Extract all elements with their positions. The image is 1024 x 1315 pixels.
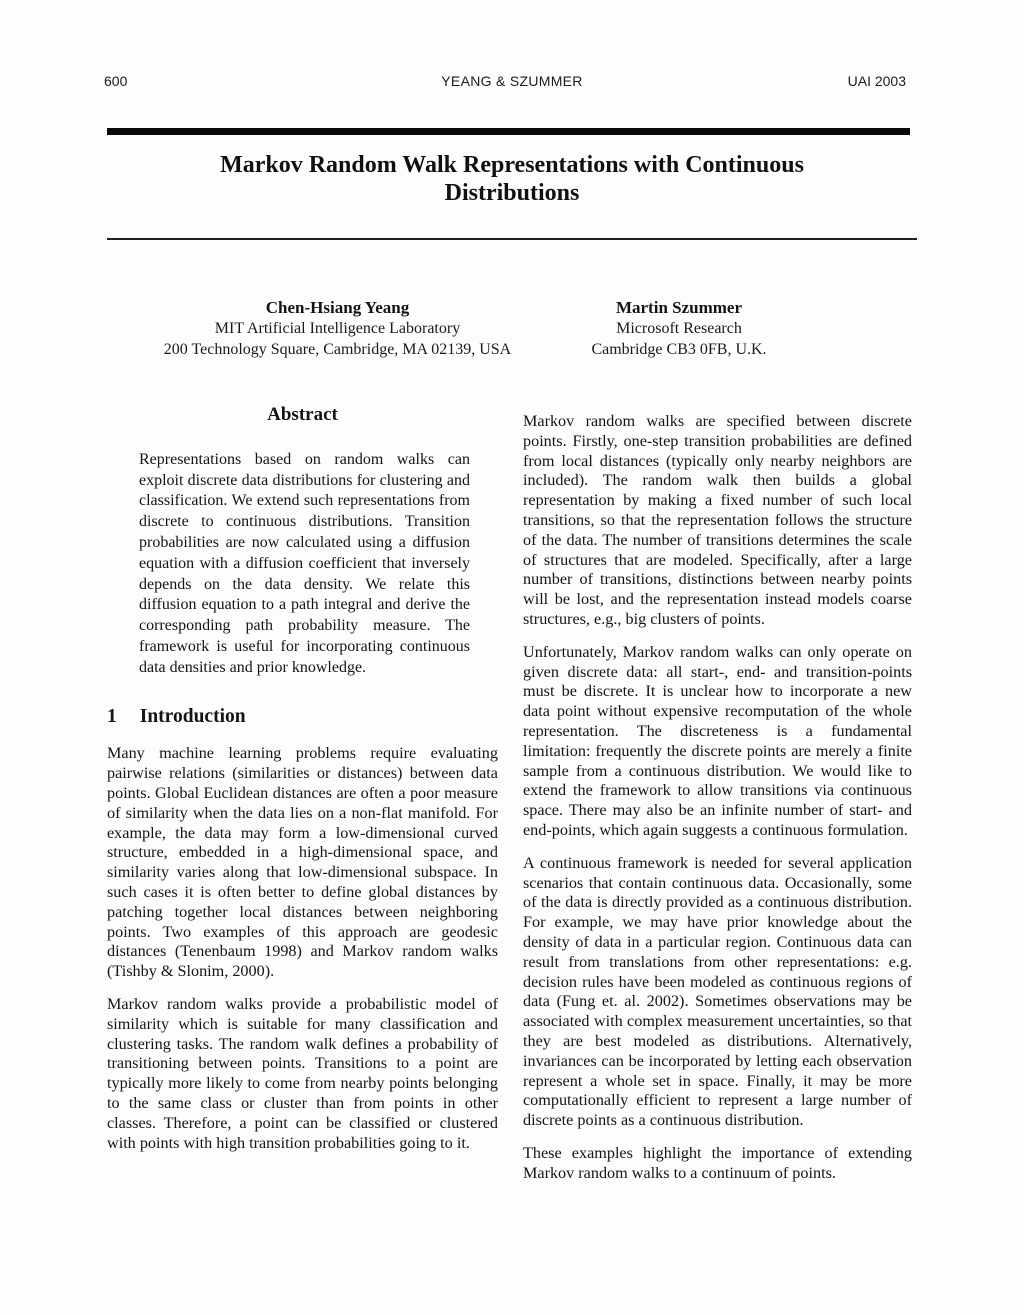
running-header — [0, 73, 1024, 93]
abstract-heading: Abstract — [267, 404, 338, 425]
venue-label: UAI 2003 — [847, 73, 906, 89]
author-address: Cambridge CB3 0FB, U.K. — [591, 341, 767, 358]
section-title: Introduction — [139, 705, 246, 727]
author-address: 200 Technology Square, Cambridge, MA 02139, USA — [163, 341, 512, 358]
author-affiliation: MIT Artificial Intelligence Laboratory — [214, 320, 461, 337]
section-number: 1 — [107, 705, 117, 727]
right-paragraph-2: Unfortunately, Markov random walks can only operate on given discrete data: all start-, end- and transition-points must be discrete. It is unclear how to incorporate a new data point without expensive recomputation of the whole representation. The discreteness is a fundamental limitation: frequently the discrete points are merely a finite sample from a continuous distribution. We would like to extend the framework to allow transitions via continuous space. There may also be an infinite number of start- and end-points, which again suggests a continuous formulation. — [523, 642, 912, 839]
title-rule-thick — [107, 128, 910, 135]
page-number: 600 — [104, 73, 128, 89]
author-name: Chen-Hsiang Yeang — [265, 298, 410, 317]
title-rule-thin — [107, 238, 917, 240]
author-block-yeang — [110, 297, 565, 360]
right-paragraph-4: These examples highlight the importance of extending Markov random walks to a continuum of points. — [523, 1143, 912, 1182]
abstract-text: Representations based on random walks can exploit discrete data distributions for clustering and classification. We extend such representations from discrete to continuous distributions. Transition probabilities are now calculated using a diffusion equation with a diffusion coefficient that inversely depends on the data density. We relate this diffusion equation to a path integral and derive the corresponding path probability measure. The framework is useful for incorporating continuous data densities and prior knowledge. — [139, 450, 470, 676]
running-authors: YEANG & SZUMMER — [441, 73, 583, 89]
author-affiliation: Microsoft Research — [616, 320, 742, 337]
author-block-szummer — [533, 297, 825, 360]
left-column — [107, 405, 498, 1153]
section-heading-introduction — [107, 707, 498, 727]
author-name: Martin Szummer — [615, 298, 743, 317]
right-paragraph-1: Markov random walks are specified between discrete points. Firstly, one-step transition probabilities are defined from local distances (typically only nearby neighbors are included). The random walk then builds a global representation by making a fixed number of such local transitions, so that the representation follows the structure of the data. The number of transitions determines the scale of structures that are modeled. Specifically, after a large number of transitions, distinctions between nearby points will be lost, and the representation instead models coarse structures, e.g., big clusters of points. — [523, 412, 912, 628]
paper-title: Markov Random Walk Representations with Continuous Distributions — [220, 152, 804, 206]
intro-paragraph-1: Many machine learning problems require evaluating pairwise relations (similarities or distances) between data points. Global Euclidean distances are often a poor measure of similarity when the data lies on a non-flat manifold. For example, the data may form a low-dimensional curved structure, embedded in a high-dimensional space, and similarity varies along that low-dimensional subspace. In such cases it is often better to define global distances by patching together local distances between neighboring points. Two examples of this approach are geodesic distances (Tenenbaum 1998) and Markov random walks (Tishby & Slonim, 2000). — [107, 744, 498, 981]
right-paragraph-3: A continuous framework is needed for several application scenarios that contain continuous data. Occasionally, some of the data is directly provided as a continuous distribution. For example, we may have prior knowledge about the density of data in a particular region. Continuous data can result from translations from other representations: e.g. decision rules have been modeled as continuous regions of data (Fung et. al. 2002). Sometimes observations may be associated with complex measurement uncertainties, so that they are best modeled as distributions. Alternatively, invariances can be incorporated by letting each observation represent a whole set in space. Finally, it may be more computationally efficient to represent a large number of discrete points as a continuous distribution. — [523, 853, 912, 1130]
right-column — [523, 412, 912, 1183]
intro-paragraph-2: Markov random walks provide a probabilistic model of similarity which is suitable for many classification and clustering tasks. The random walk defines a probability of transitioning between points. Transitions to a point are typically more likely to come from nearby points belonging to the same class or cluster than from points in other classes. Therefore, a point can be classified or clustered with points with high transition probabilities going to it. — [107, 994, 498, 1152]
